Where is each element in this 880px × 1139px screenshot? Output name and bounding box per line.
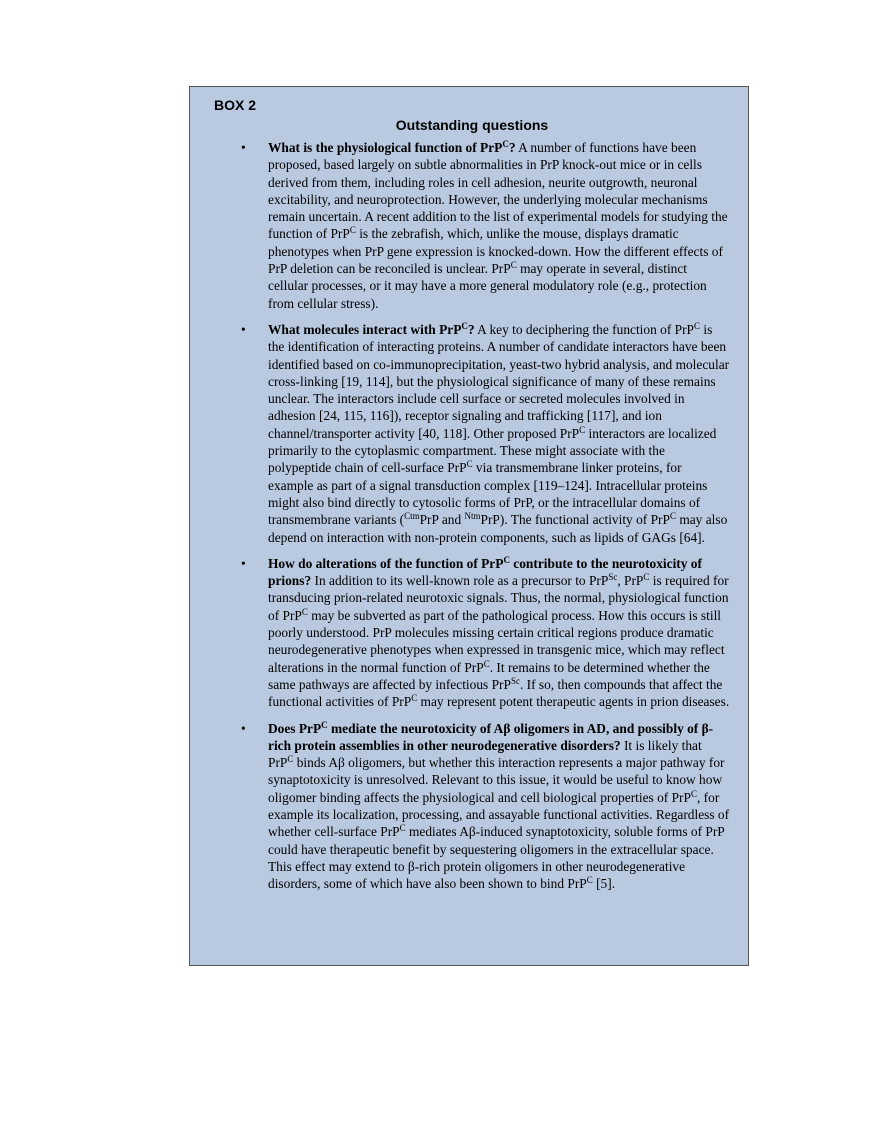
superscript: C <box>669 511 676 522</box>
superscript: C <box>301 606 308 617</box>
text-run: mediate the neurotoxicity of Aβ oligomers in AD, and possibly of β-rich protein assemblies in other neurodegenerative disorders? <box>268 720 714 753</box>
superscript: Ctm <box>404 511 420 522</box>
superscript: Sc <box>510 675 520 686</box>
superscript: C <box>643 572 650 583</box>
text-run: What is the physiological function of PrP <box>268 140 503 155</box>
superscript: C <box>510 260 517 271</box>
question-item <box>214 720 730 893</box>
question-title <box>268 322 475 337</box>
text-run: A number of functions have been proposed, based largely on subtle abnormalities in PrP knock-out mice or in cells derived from them, including roles in cell adhesion, neurite outgrowth, neuronal excitability, and neuroprotection. However, the underlying molecular mechanisms remain uncertain. A recent addition to the list of experimental models for studying the function of PrP <box>268 140 728 242</box>
text-run: may represent potent therapeutic agents in prion diseases. <box>417 694 730 710</box>
superscript: C <box>466 459 473 470</box>
superscript: C <box>461 320 468 331</box>
text-run: is required for transducing prion-related neurotoxic signals. Thus, the normal, physiological function of PrP <box>268 573 729 623</box>
superscript: C <box>399 823 406 834</box>
question-body <box>268 573 729 709</box>
bullet-icon: • <box>241 555 246 571</box>
bullet-icon: • <box>241 140 246 155</box>
question-body <box>268 738 729 891</box>
superscript: C <box>287 754 294 765</box>
superscript: C <box>690 788 697 799</box>
text-run: . It remains to be determined whether the same pathways are affected by infectious PrP <box>268 659 710 692</box>
box-label: BOX 2 <box>214 97 257 113</box>
superscript: Sc <box>608 572 618 583</box>
superscript: C <box>411 693 418 704</box>
question-body <box>268 140 728 311</box>
bullet-icon: • <box>241 321 246 337</box>
question-list <box>214 139 730 892</box>
text-run: In addition to its well-known role as a precursor to PrP <box>311 573 609 589</box>
question-item <box>214 139 730 312</box>
text-run: is the identification of interacting proteins. A number of candidate interactors have been identified based on co-immunoprecipitation, yeast-two hybrid analysis, and molecular cross-linking [19, 114], but the physiological significance of many of these remains unclear. The interactors include cell surface or secreted molecules involved in adhesion [24, 115, 116]), receptor signaling and trafficking [117], and ion channel/transporter activity [40, 118]. Other proposed PrP <box>268 321 730 441</box>
text-run: may also depend on interaction with non-protein components, such as lipids of GAGs [64]. <box>268 512 728 545</box>
question-item <box>214 321 730 546</box>
text-run: [5]. <box>592 876 616 892</box>
text-run: contribute to the neurotoxicity of prions? <box>268 555 702 589</box>
text-run: binds Aβ oligomers, but whether this interaction represents a major pathway for synaptotoxicity is unresolved. Relevant to this issue, it would be useful to know how oligomer binding affects the physiological and cell biological properties of PrP <box>268 755 725 805</box>
bullet-icon: • <box>241 720 246 736</box>
text-run: , for example its localization, processing, and assayable functional activities. Regardless of whether cell-surface PrP <box>268 789 730 840</box>
superscript: C <box>321 719 328 730</box>
text-run: via transmembrane linker proteins, for example as part of a signal transduction complex [119–124]. Intracellular proteins might also bind directly to cytosolic forms of PrP, or the intracellular domains of transmembrane variants ( <box>268 460 708 528</box>
text-run: PrP and <box>419 512 465 528</box>
text-run: PrP). The functional activity of PrP <box>480 512 670 528</box>
text-run: may be subverted as part of the pathological process. How this occurs is still poorly understood. PrP molecules missing certain critical regions produce dramatic neurodegenerative phenotypes when expressed in transgenic mice, which may reflect alterations in the normal function of PrP <box>268 607 725 675</box>
question-body <box>268 322 729 545</box>
text-run: mediates Aβ-induced synaptotoxicity, soluble forms of PrP could have therapeutic benefit by sequestering oligomers in the extracellular space. This effect may extend to β-rich protein oligomers in other neurodegenerative disorders, some of which have also been shown to bind PrP <box>268 824 725 892</box>
superscript: C <box>483 658 490 669</box>
superscript: C <box>579 424 586 435</box>
text-run: Does PrP <box>268 720 322 736</box>
question-item <box>214 555 730 711</box>
box-2-panel <box>189 86 749 966</box>
superscript: C <box>694 320 701 331</box>
text-run: , PrP <box>617 573 644 589</box>
text-run: is the zebrafish, which, unlike the mouse, displays dramatic phenotypes when PrP gene expression is knocked-down. How the different effects of PrP deletion can be reconciled is unclear. PrP <box>268 226 723 277</box>
box-heading: Outstanding questions <box>395 117 549 133</box>
text-run: interactors are localized primarily to the cytoplasmic compartment. These might associate with the polypeptide chain of cell-surface PrP <box>268 425 717 476</box>
text-run: What molecules interact with PrP <box>268 321 462 337</box>
superscript: C <box>502 139 509 149</box>
text-run: . If so, then compounds that affect the functional activities of PrP <box>268 676 723 710</box>
text-run: ? <box>508 140 516 155</box>
text-run: ? <box>467 321 475 337</box>
text-run: may operate in several, distinct cellular processes, or it may have a more general modulatory role (e.g., protection from cellular stress). <box>268 261 707 311</box>
superscript: C <box>349 225 356 236</box>
superscript: C <box>503 554 510 565</box>
superscript: Ntm <box>464 511 481 522</box>
text-run: A key to deciphering the function of PrP <box>474 321 694 337</box>
superscript: C <box>586 875 593 886</box>
text-run: How do alterations of the function of PrP <box>268 555 504 571</box>
question-title <box>268 140 516 155</box>
text-run: It is likely that PrP <box>268 737 702 771</box>
